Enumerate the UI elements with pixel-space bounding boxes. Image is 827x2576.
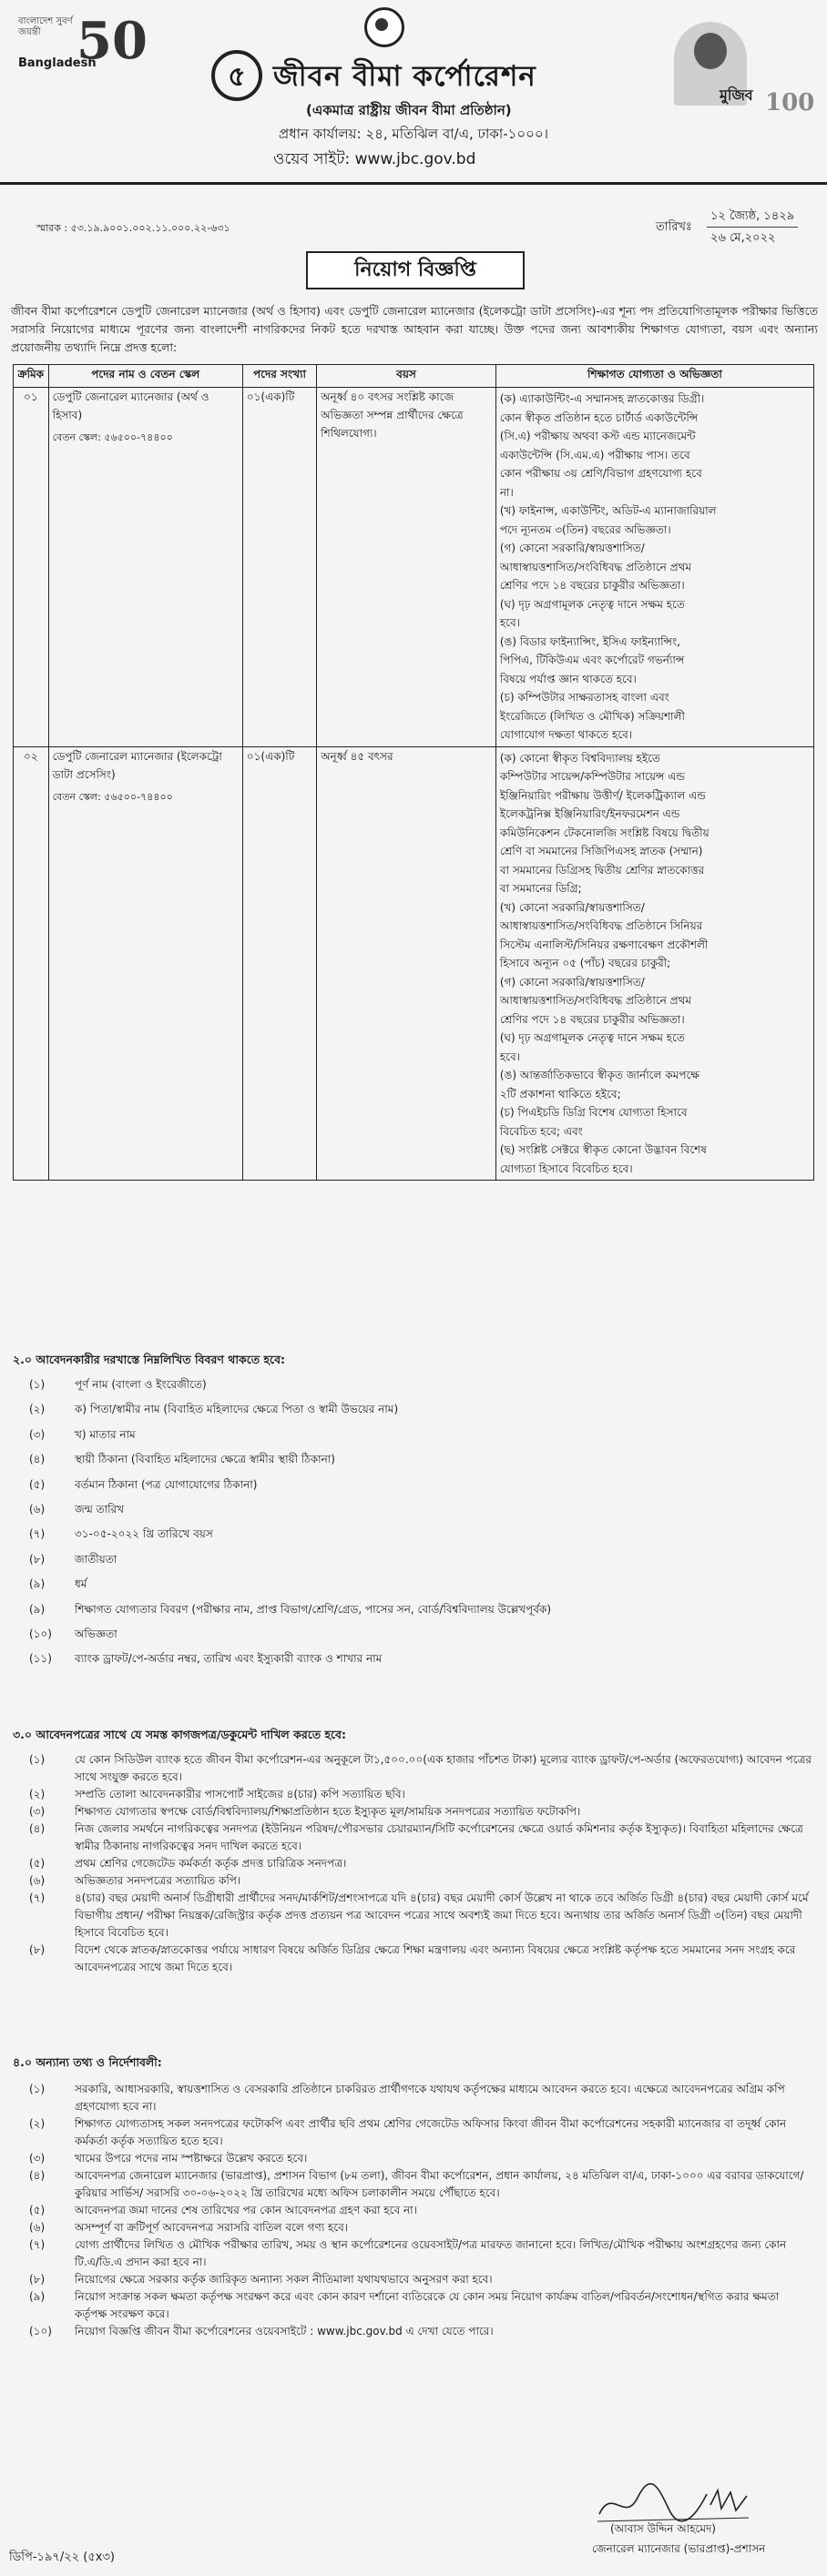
organization-address: প্রধান কার্যালয়: ২৪, মতিঝিল বা/এ, ঢাকা-১০০০। — [279, 126, 548, 142]
item-text: ধর্ম — [75, 1577, 87, 1591]
item-text: নিয়োগ সংক্রান্ত সকল ক্ষমতা কর্তৃপক্ষ সংরক্ষণ করে এবং কোন কারণ দর্শানো ব্যতিরেকে যে কোন সময় নিয়োগ কার্যক্রম বাতিল/পরিবর্তন/সংশোধন/স্থগিত করার ক্ষমতা কর্তৃপক্ষ সংরক্ষণ করে। — [75, 2290, 780, 2320]
item-number: (৭) — [29, 1527, 46, 1541]
item-number: (৪) — [29, 1822, 46, 1835]
qualification-cell — [495, 388, 813, 747]
mujib-text: মুজিব — [720, 86, 753, 104]
qualification-line: হিসাবে অন্যূন ০৫ (পাঁচ) বছরের চাকুরী; — [499, 957, 671, 969]
list-item — [29, 2202, 812, 2219]
item-number: (৩) — [29, 1427, 46, 1441]
qualification-cell — [495, 746, 813, 1181]
item-number: (১০) — [29, 1627, 52, 1640]
item-number: (৭) — [29, 2238, 46, 2251]
header-age: বয়স — [317, 365, 496, 388]
qualification-line: বিবেচিত হবে; এবং — [499, 1124, 583, 1138]
qualification-line: আধাস্বায়ত্তশাসিত/সংবিধিবদ্ধ প্রতিষ্ঠানে প্রথম — [499, 994, 692, 1007]
list-item — [29, 1890, 812, 1942]
qualification-line: ইংরেজিতে (লিখিত ও মৌখিক) সক্রিয়শালী — [499, 709, 685, 723]
serial-cell: ০২ — [14, 746, 49, 1181]
jbc-logo: ৫ — [211, 50, 262, 101]
header-count: পদের সংখ্যা — [242, 365, 316, 388]
list-item — [29, 2288, 812, 2323]
qualification-line: না। — [499, 485, 514, 499]
list-item — [29, 1626, 812, 1650]
government-emblem-icon — [364, 7, 404, 47]
qualification-line: সিস্টেম এনালিস্ট/সিনিয়র রক্ষণাবেক্ষণ প্রকৌশলী — [499, 938, 709, 951]
item-number: (৯) — [29, 1602, 46, 1616]
qualification-line: (খ) ফাইনান্স, একাউন্টিং, অডিট-এ ম্যানাজারিয়াল — [499, 504, 717, 517]
list-item — [29, 1426, 812, 1451]
section-3-heading: ৩.০ আবেদনপত্রের সাথে যে সমস্ত কাগজপত্র/ডকুমেন্ট দাখিল করতে হবে: — [13, 1728, 347, 1741]
qualification-line: বা সমমানের ডিগ্রি; — [499, 882, 582, 895]
qualification-line: কম্পিউটার সায়েন্স/কম্পিউটার সায়েন্স এন্ড — [499, 770, 685, 783]
age-cell: অনূর্ধ্ব ৪৫ বৎসর — [317, 746, 496, 1181]
qualification-line: শ্রেণির পদে ১৪ বছরের চাকুরীর অভিজ্ঞতা। — [499, 579, 685, 592]
item-text: জাতীয়তা — [75, 1552, 117, 1566]
organization-tagline: (একমাত্র রাষ্ট্রীয় জীবন বীমা প্রতিষ্ঠান) — [306, 102, 512, 118]
qualification-line: (ঙ) আন্তর্জাতিকভাবে স্বীকৃত জার্নালে কমপক্ষে — [499, 1069, 700, 1081]
mujib-hundred: 100 — [765, 89, 815, 117]
item-text: জন্ম তারিখ — [75, 1502, 125, 1516]
list-item — [29, 1576, 812, 1600]
qualification-line: বিষয়ে পর্যাপ্ত জ্ঞান থাকতে হবে। — [499, 672, 637, 685]
list-item — [29, 1551, 812, 1576]
item-number: (৫) — [29, 2204, 46, 2216]
list-item — [29, 1526, 812, 1550]
item-number: (২) — [29, 1788, 46, 1800]
item-text: নিয়োগের ক্ষেত্রে সরকার কর্তৃক জারিকৃত অন্যান্য সকল নীতিমালা যথাযথভাবে অনুসরণ করা হবে। — [75, 2273, 493, 2286]
qualification-line: (চ) পিএইচডি ডিগ্রি বিশেষ যোগ্যতা হিসাবে — [499, 1106, 688, 1119]
qualification-line: পিপিএ, টিকিউএম এবং কর্পোরেট গভর্ন্যান্স — [499, 654, 685, 666]
notice-title: নিয়োগ বিজ্ঞপ্তি — [306, 251, 525, 289]
header-post: পদের নাম ও বেতন স্কেল — [48, 365, 242, 388]
list-item — [29, 1376, 812, 1401]
item-text: অভিজ্ঞতা — [75, 1627, 117, 1640]
organization-website: ওয়েব সাইট: www.jbc.gov.bd — [273, 150, 476, 168]
item-number: (১) — [29, 1378, 46, 1391]
section-4-list — [29, 2081, 812, 2340]
date-english: ২৬ মে,২০২২ — [710, 231, 776, 245]
post-cell — [48, 388, 242, 747]
item-number: (৫) — [29, 1477, 46, 1491]
qualification-line: হবে। — [499, 616, 520, 629]
list-item — [29, 1855, 812, 1872]
post-cell — [48, 746, 242, 1181]
list-item — [29, 1451, 812, 1476]
list-item — [29, 2219, 812, 2236]
vacancy-table — [13, 364, 814, 1181]
item-number: (৮) — [29, 1943, 46, 1956]
section-4-heading: ৪.০ অন্যান্য তথ্য ও নির্দেশাবলী: — [13, 2055, 162, 2069]
item-text: ৩১-০৫-২০২২ খ্রি তারিখে বয়স — [75, 1527, 213, 1541]
count-cell: ০১(এক)টি — [242, 388, 316, 747]
item-number: (৯) — [29, 2290, 46, 2303]
header-serial: ক্রমিক — [14, 365, 49, 388]
item-text: অভিজ্ঞতার সনদপত্রের সত্যায়িত কপি। — [75, 1874, 241, 1887]
list-item — [29, 1401, 812, 1425]
list-item — [29, 2167, 812, 2202]
table-row — [14, 746, 814, 1181]
item-number: (২) — [29, 1403, 46, 1416]
table-header-row — [14, 365, 814, 388]
qualification-line: আধাস্বায়ত্তশাসিত/সংবিধিবদ্ধ প্রতিষ্ঠানে সিনিয়র — [499, 919, 703, 932]
item-number: (১০) — [29, 2325, 52, 2338]
header-divider — [0, 182, 827, 185]
item-text: খ) মাতার নাম — [75, 1427, 136, 1441]
list-item — [29, 2081, 812, 2115]
date-label: তারিখঃ — [656, 220, 692, 234]
item-number: (২) — [29, 2117, 46, 2130]
date-bangla: ১২ জ্যৈষ্ঠ, ১৪২৯ — [707, 208, 798, 228]
list-item — [29, 1872, 812, 1890]
jubilee-number: 50 — [77, 11, 148, 71]
qualification-line: শ্রেণির পদে ১৪ বছরের চাকুরীর অভিজ্ঞতা। — [499, 1012, 685, 1026]
list-item — [29, 1786, 812, 1803]
section-3-list — [29, 1751, 812, 1976]
item-number: (৮) — [29, 2273, 46, 2286]
list-item — [29, 1803, 812, 1820]
qualification-line: একাউন্টেন্সি (সি.এম.এ) পরীক্ষায় পাস। তবে — [499, 448, 690, 461]
qualification-line: (চ) কম্পিউটার সাক্ষরতাসহ বাংলা এবং — [499, 691, 669, 704]
item-text: বিদেশ থেকে স্নাতক/স্নাতকোত্তর পর্যায়ে সাধারণ বিষয়ে অর্জিত ডিগ্রির ক্ষেত্রে শিক্ষা মন্ত্রণালয় এবং অন্যান্য বিষয়ের ক্ষেত্রে সংশ্লিষ্ট কর্তৃপক্ষ হতে সমমানের সনদ সংগ্রহ করে আবেদনপত্রের সাথে জমা দিতে হবে। — [75, 1943, 796, 1973]
item-text: নিয়োগ বিজ্ঞপ্তি জীবন বীমা কর্পোরেশনের ওয়েবসাইটে : www.jbc.gov.bd এ দেখা যেতে পারে। — [75, 2325, 494, 2338]
item-text: প্রথম শ্রেণির গেজেটেড কর্মকর্তা কর্তৃক প্রদত্ত চারিত্রিক সনদপত্র। — [75, 1857, 347, 1870]
item-number: (৬) — [29, 1502, 46, 1516]
item-number: (৯) — [29, 1577, 46, 1591]
age-cell: অনূর্ধ্ব ৪০ বৎসর সংশ্লিষ্ট কাজে অভিজ্ঞতা সম্পন্ন প্রার্থীদের ক্ষেত্রে শিথিলযোগ্য। — [317, 388, 496, 747]
qualification-line: (ঘ) দৃঢ় অগ্রগামূলক নেতৃত্ব দানে সক্ষম হতে — [499, 597, 685, 611]
jubilee-bangladesh-text: Bangladesh — [18, 56, 97, 70]
qualification-line: ২টি প্রকাশনা থাকিতে হইবে; — [499, 1087, 621, 1100]
notice-intro: জীবন বীমা কর্পোরেশনে ডেপুটি জেনারেল ম্যানেজার (অর্থ ও হিসাব) এবং ডেপুটি জেনারেল ম্যানেজার (ইলেকট্রো ডাটা প্রসেসিং)-এর শূন্য পদ প্রতিযোগিতামূলক পরীক্ষার ভিত্তিতে সরাসরি নিয়োগের মাধ্যমে পূরণের জন্য বাংলাদেশী নাগরিকদের নিকট হতে দরখাস্ত আহবান করা যাচ্ছে। উক্ত পদের জন্য আবশ্যকীয় শিক্ষাগত যোগ্যতা, বয়স এবং অন্যান্য প্রয়োজনীয় তথ্যাদি নিম্নে প্রদত্ত হলো: — [11, 304, 818, 354]
section-2-list — [29, 1376, 812, 1676]
list-item — [29, 2323, 812, 2340]
mujib-centenary-logo — [661, 22, 815, 117]
item-text: ক) পিতা/স্বামীর নাম (বিবাহিত মহিলাদের ক্ষেত্রে পিতা ও স্বামী উভয়ের নাম) — [75, 1403, 399, 1416]
signer-name: (আবাস উদ্দিন আহমেদ) — [610, 2522, 716, 2535]
item-text: যোগ্য প্রার্থীদের লিখিত ও মৌখিক পরীক্ষার তারিখ, সময় ও স্থান কর্পোরেশনের ওয়েবসাইট/পত্র মারফত জানানো হবে। লিখিত/মৌখিক পরীক্ষায় অংশগ্রহণের জন্য কোন টি.এ/ডি.এ প্রদান করা হবে না। — [75, 2238, 787, 2268]
item-text: স্থায়ী ঠিকানা (বিবাহিত মহিলাদের ক্ষেত্রে স্বামীর স্থায়ী ঠিকানা) — [75, 1453, 335, 1466]
qualification-line: (গ) কোনো সরকারি/স্বায়ত্তশাসিত/ — [499, 542, 645, 554]
item-text: সরকারি, আধাসরকারি, স্বায়ত্তশাসিত ও বেসরকারি প্রতিষ্ঠানে চাকরিরত প্রার্থীগণকে যথাযথ কর্তৃপক্ষের মাধ্যমে আবেদন করতে হবে। এক্ষেত্রে আবেদনপত্রের অগ্রিম কপি গ্রহণযোগ্য হবে না। — [75, 2083, 785, 2113]
item-number: (৪) — [29, 1453, 46, 1466]
section-2-heading: ২.০ আবেদনকারীর দরখাস্তে নিম্নলিখিত বিবরণ থাকতে হবে: — [13, 1353, 286, 1366]
qualification-line: পদে ন্যূনতম ৩(তিন) বছরের অভিজ্ঞতা। — [499, 522, 671, 536]
qualification-line: (খ) কোনো সরকারি/স্বায়ত্তশাসিত/ — [499, 900, 645, 914]
item-text: শিক্ষাগত যোগ্যতার বিবরণ (পরীক্ষার নাম, প্রাপ্ত বিভাগ/শ্রেণি/গ্রেড, পাসের সন, বোর্ড/বিশ্ববিদ্যালয় উল্লেখপূর্বক) — [75, 1602, 552, 1616]
item-text: শিক্ষাগত যোগ্যতাসহ সকল সনদপত্রের ফটোকপি এবং প্রার্থীর ছবি প্রথম শ্রেণির গেজেটেড অফিসার কিংবা জীবন বীমা কর্পোরেশনের সহকারী ম্যানেজার বা তদূর্ধ্ব কোন কর্মকর্তা কর্তৃক সত্যায়িত হতে হবে। — [75, 2117, 787, 2147]
qualification-line: (ক) কোনো স্বীকৃত বিশ্ববিদ্যালয় হইতে — [499, 751, 660, 765]
header-qualification: শিক্ষাগত যোগ্যতা ও অভিজ্ঞতা — [495, 365, 813, 388]
qualification-line: শ্রেণি বা সমমানের সিজিপিএসহ স্নাতক (সম্মান) — [499, 845, 703, 857]
item-text: অসম্পূর্ণ বা ক্রটিপূর্ণ আবেদনপত্র সরাসরি বাতিল বলে গণ্য হবে। — [75, 2221, 349, 2234]
item-number: (৪) — [29, 2169, 46, 2182]
qualification-line: ইলেকট্রনিক্স ইঞ্জিনিয়ারিং/ইনফরমেশন এন্ড — [499, 807, 680, 820]
item-number: (১) — [29, 1753, 46, 1766]
post-name: ডেপুটি জেনারেল ম্যানেজার (ইলেকট্রো ডাটা প্রসেসিং) — [52, 749, 222, 781]
list-item — [29, 2150, 812, 2167]
list-item — [29, 1650, 812, 1675]
item-number: (৬) — [29, 2221, 46, 2234]
item-number: (৫) — [29, 1857, 46, 1870]
serial-cell: ০১ — [14, 388, 49, 747]
signer-title: জেনারেল ম্যানেজার (ভারপ্রাপ্ত)-প্রশাসন — [592, 2542, 766, 2555]
item-text: পূর্ণ নাম (বাংলা ও ইংরেজীতে) — [75, 1378, 207, 1391]
qualification-line: যোগ্যতা হিসাবে বিবেচিত হবে। — [499, 1161, 633, 1175]
qualification-line: (ঙ) বিডার ফাইন্যান্সিং, ইসিএ ফাইন্যান্সিং, — [499, 634, 680, 648]
item-number: (১) — [29, 2083, 46, 2095]
qualification-line: (ঘ) দৃঢ় অগ্রগামূলক নেতৃত্ব দানে সক্ষম হতে — [499, 1031, 685, 1044]
table-row — [14, 388, 814, 747]
qualification-line: কোন স্বীকৃত প্রতিষ্ঠান হতে চার্টার্ড একাউন্টেন্সি — [499, 411, 699, 424]
item-number: (৬) — [29, 1874, 46, 1887]
footer-code: ডিপি-১৯৭/২২ (৫x৩) — [9, 2551, 115, 2564]
item-number: (৩) — [29, 2152, 46, 2165]
qualification-line: (ক) এ্যাকাউন্টিং-এ সম্মানসহ স্নাতকোত্তর ডিগ্রী। — [499, 392, 705, 405]
list-item — [29, 2115, 812, 2150]
item-text: যে কোন সিডিউল ব্যাংক হতে জীবন বীমা কর্পোরেশন-এর অনুকূলে টা১,৫০০.০০(এক হাজার পাঁচশত টাকা) মূল্যের ব্যাংক ড্রাফট/পে-অর্ডার (অফেরতযোগ্য) আবেদন পত্রের সাথে সংযুক্ত করতে হবে। — [75, 1753, 812, 1783]
pay-scale: বেতন স্কেল: ৫৬৫০০-৭৪৪০০ — [52, 431, 173, 443]
qualification-line: আধাস্বায়ত্তশাসিত/সংবিধিবদ্ধ প্রতিষ্ঠানে প্রথম — [499, 560, 692, 573]
item-text: নিজ জেলার সমর্থনে নাগরিকত্বের সনদপত্র (ইউনিয়ন পরিষদ/পৌরসভার চেয়ারম্যান/সিটি কর্পোরেশনের ক্ষেত্রে ওয়ার্ড কমিশনার কর্তৃক ইস্যুকৃত)। বিবাহিতা মহিলাদের ক্ষেত্রে স্বামীর ঠিকানায় নাগরিকত্বের সনদ দাখিল করতে হবে। — [75, 1822, 803, 1852]
item-number: (৩) — [29, 1805, 46, 1818]
item-text: বর্তমান ঠিকানা (পত্র যোগাযোগের ঠিকানা) — [75, 1477, 258, 1491]
item-text: ব্যাংক ড্রাফট/পে-অর্ডার নম্বর, তারিখ এবং ইস্যুকারী ব্যাংক ও শাখার নাম — [75, 1652, 383, 1666]
count-cell: ০১(এক)টি — [242, 746, 316, 1181]
pay-scale: বেতন স্কেল: ৫৬৫০০-৭৪৪০০ — [52, 790, 173, 803]
item-number: (১১) — [29, 1652, 52, 1666]
golden-jubilee-logo — [13, 9, 149, 80]
list-item — [29, 1751, 812, 1786]
list-item — [29, 1820, 812, 1855]
item-number: (৭) — [29, 1891, 46, 1904]
item-text: খামের উপরে পদের নাম স্পষ্টাক্ষরে উল্লেখ করতে হবে। — [75, 2152, 308, 2165]
item-text: শিক্ষাগত যোগ্যতার স্বপক্ষে বোর্ড/বিশ্ববিদ্যালয়/শিক্ষাপ্রতিষ্ঠান হতে ইস্যুকৃত মূল/সাময়িক সনদপত্রের সত্যায়িত ফটোকপি। — [75, 1805, 581, 1818]
list-item — [29, 2236, 812, 2271]
organization-name: জীবন বীমা কর্পোরেশন — [273, 60, 536, 93]
item-text: আবেদনপত্র জমা দানের শেষ তারিখের পর কোন আবেদনপত্র গ্রহণ করা হবে না। — [75, 2204, 417, 2216]
item-text: ৪(চার) বছর মেয়াদী অনার্স ডিগ্রীধারী প্রার্থীদের সনদ/মার্কশিট/প্রশংসাপত্রে যদি ৪(চার) বছর মেয়াদী কোর্স উল্লেখ না থাকে তবে অর্জিত ডিগ্রী ৪(চার) বছর মেয়াদী কোর্স মর্মে বিভাগীয় প্রধান/ পরীক্ষা নিয়ন্ত্রক/রেজিস্ট্রার কর্তৃক প্রদত্ত প্রত্যয়ন পত্র আবেদন পত্রের সাথে অবশ্যই জমা দিতে হবে। অন্যথায় তার অর্জিত অনার্স ডিগ্রী ৩(তিন) বছর মেয়াদী হিসাবে বিবেচিত হবে। — [75, 1891, 809, 1939]
qualification-line: বা সমমানের ডিগ্রিসহ দ্বিতীয় শ্রেণির স্নাতকোত্তর — [499, 863, 705, 877]
memo-number: স্মারক : ৫৩.১৯.৯০০১.০০২.১১.০০০.২২-৬৩১ — [36, 222, 230, 234]
list-item — [29, 1601, 812, 1626]
list-item — [29, 1942, 812, 1976]
post-name: ডেপুটি জেনারেল ম্যানেজার (অর্থ ও হিসাব) — [52, 390, 209, 421]
item-number: (৮) — [29, 1552, 46, 1566]
qualification-line: (সি.এ) পরীক্ষায় অথবা কস্ট এন্ড ম্যানেজমেন্ট — [499, 430, 696, 442]
list-item — [29, 1501, 812, 1526]
qualification-line: যোগাযোগ দক্ষতা থাকতে হবে। — [499, 728, 633, 741]
qualification-line: হবে। — [499, 1050, 520, 1063]
item-text: আবেদনপত্র জেনারেল ম্যানেজার (ভারপ্রাপ্ত), প্রশাসন বিভাগ (৮ম তলা), জীবন বীমা কর্পোরেশন, প্রধান কার্যালয়, ২৪ মতিঝিল বা/এ, ঢাকা-১০০০ এর বরাবর ডাকযোগে/কুরিয়ার সার্ভিস/ সরাসরি ৩০-০৬-২০২২ খ্রি তারিখের মধ্যে অফিস চলাকালীন সময়ে পৌঁছাতে হবে। — [75, 2169, 804, 2199]
jubilee-script-text: বাংলাদেশ সুবর্ণ জয়ন্তী — [18, 16, 73, 37]
qualification-line: কমিউনিকেশন টেকনোলজি সংশ্লিষ্ট বিষয়ে দ্বিতীয় — [499, 826, 710, 839]
qualification-line: (ছ) সংশ্লিষ্ট সেক্টরে স্বীকৃত কোনো উদ্ভাবন বিশেষ — [499, 1143, 707, 1156]
item-text: সম্প্রতি তোলা আবেদনকারীর পাসপোর্ট সাইজের ৪(চার) কপি সত্যায়িত ছবি। — [75, 1788, 405, 1800]
qualification-line: ইঞ্জিনিয়ারিং পরীক্ষায় উত্তীর্ণ/ ইলেকট্রিক্যাল এন্ড — [499, 788, 706, 802]
qualification-line: (গ) কোনো সরকারি/স্বায়ত্তশাসিত/ — [499, 975, 645, 989]
qualification-line: কোন পরীক্ষায় ৩য় শ্রেণি/বিভাগ গ্রহণযোগ্য হবে — [499, 467, 702, 480]
list-item — [29, 2271, 812, 2288]
list-item — [29, 1476, 812, 1501]
